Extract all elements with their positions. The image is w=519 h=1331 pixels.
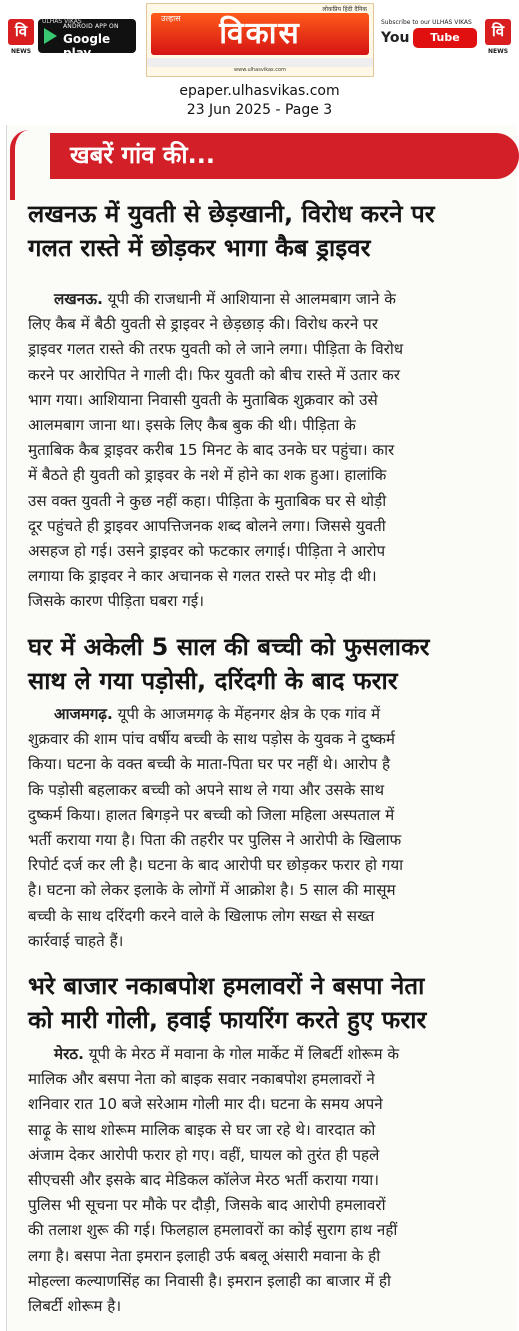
body-line: उस वक्त युवती ने कुछ नहीं कहा। पीड़िता के मुताबिक घर से थोड़ी: [28, 491, 387, 510]
right-news-logo[interactable]: [485, 19, 511, 55]
body-line: पुलिस भी सूचना पर मौके पर दौड़ी, जिसके बाद आरोपी हमलावरों: [28, 1196, 386, 1215]
headline-line: साथ ले गया पड़ोसी, दरिंदगी के बाद फरार: [28, 667, 398, 695]
article-1-dateline: लखनऊ.: [54, 290, 103, 308]
article-3-headline: [28, 969, 426, 1037]
body-line: ड्राइवर गलत रास्ते की तरफ युवती को ले जाने लगा। पीड़िता के विरोध: [28, 340, 404, 359]
masthead: [0, 0, 519, 80]
brand-name: विकास: [151, 13, 369, 55]
body-line: असहज हो गई। उसने ड्राइवर को फटकार लगाई। पीड़िता ने आरोप: [28, 542, 386, 561]
body-line: मालिक और बसपा नेता को बाइक सवार नकाबपोश हमलावरों ने: [28, 1070, 375, 1089]
body-line: मोहल्ला कल्याणसिंह का निवासी है। इमरान इलाही का बाजार में ही: [28, 1271, 391, 1290]
store-top-label: ULHAS VIKAS: [42, 18, 82, 25]
left-news-logo[interactable]: [8, 19, 34, 55]
body-line: भाग गया। आशियाना निवासी युवती के मुताबिक शुक्रवार को उसे: [28, 390, 378, 409]
body-line: कि पड़ोसी बहलाकर बच्ची को अपने साथ ले गया और उसके साथ: [28, 780, 385, 799]
body-line: यूपी के आजमगढ़ के मेंहनगर क्षेत्र के एक गांव में: [117, 705, 381, 723]
right-logo-sub: NEWS: [487, 48, 509, 55]
brand-website: www.ulhasvikas.com: [234, 67, 286, 73]
body-line: आलमबाग जाना था। इसके लिए कैब बुक की थी। पीड़िता के: [28, 416, 356, 435]
source-date-page: 23 Jun 2025 - Page 3: [186, 102, 333, 118]
store-big-label: Google play: [63, 32, 111, 60]
brand-contact-bar: [147, 58, 373, 67]
yt-channel-text: Tube Channel: [413, 28, 477, 48]
article-1-body: [28, 287, 512, 615]
body-line: शुक्रवार की शाम पांच वर्षीय बच्ची के साथ पड़ोस के युवक ने दुष्कर्म: [28, 730, 395, 749]
source-site[interactable]: epaper.ulhasvikas.com: [179, 83, 340, 99]
headline-line: घर में अकेली 5 साल की बच्ची को फुसलाकर: [28, 633, 430, 661]
body-line: लगाया कि ड्राइवर ने कार अचानक से गलत रास्ते पर मोड़ दी थी।: [28, 567, 377, 586]
body-line: साढ़ू के साथ शोरूम मालिक बाइक से घर जा रहे थे। वारदात को: [28, 1120, 376, 1139]
youtube-channel-badge[interactable]: [381, 19, 481, 64]
article-3-dateline: मेरठ.: [54, 1045, 84, 1063]
headline-line: भरे बाजार नकाबपोश हमलावरों ने बसपा नेता: [28, 972, 425, 1000]
body-line: यूपी की राजधानी में आशियाना से आलमबाग जाने के: [107, 290, 396, 308]
body-line: किया। घटना के वक्त बच्ची के माता-पिता घर पर नहीं थे। आरोप है: [28, 755, 391, 774]
article-1-headline: [28, 197, 435, 265]
store-small-label: ANDROID APP ON: [63, 23, 119, 30]
body-line: की तलाश शुरू की गई। फिलहाल हमलावरों का कोई सुराग हाथ नहीं: [28, 1221, 398, 1240]
left-logo-sub: NEWS: [10, 48, 32, 55]
body-line: करने पर आरोपित ने गाली दी। फिर युवती को बीच रास्ते में उतार कर: [28, 365, 401, 384]
right-logo-letter: वि: [491, 22, 505, 40]
headline-line: को मारी गोली, हवाई फायरिंग करते हुए फरार: [28, 1006, 427, 1034]
body-line: लिए कैब में बैठी युवती से ड्राइवर ने छेड़छाड़ की। विरोध करने पर: [28, 315, 378, 334]
body-line: अंजाम देकर आरोपी फरार हो गए। वहीं, घायल को तुरंत ही पहले: [28, 1145, 380, 1164]
body-line: सीएचसी और इसके बाद मेडिकल कॉलेज मेरठ भर्ती कराया गया।: [28, 1171, 379, 1190]
newspaper-logo[interactable]: [146, 3, 374, 77]
body-line: भर्ती कराया गया है। पिता की तहरीर पर पुलिस ने आरोपी के खिलाफ: [28, 831, 402, 850]
body-line: शनिवार रात 10 बजे सरेआम गोली मार दी। घटना के समय अपने: [28, 1095, 383, 1114]
body-line: कार्रवाई चाहते हैं।: [28, 931, 124, 950]
article-2-dateline: आजमगढ़.: [54, 705, 113, 723]
google-play-badge[interactable]: [38, 18, 136, 60]
body-line: मुताबिक कैब ड्राइवर करीब 15 मिनट के बाद उनके घर पहुंचा। कार: [28, 441, 395, 460]
body-line: लिबर्टी शोरूम है।: [28, 1297, 122, 1316]
body-line: बच्ची के साथ दरिंदगी करने वाले के खिलाफ लोग सख्त से सख्त: [28, 906, 375, 925]
article-3-body: [28, 1042, 512, 1319]
yt-you-text: You: [381, 30, 410, 46]
brand-tagline: लोकप्रिय हिंदी दैनिक: [322, 6, 367, 13]
body-line: दुष्कर्म किया। हालत बिगड़ने पर बच्ची को जिला महिला अस्पताल में: [28, 805, 395, 824]
body-line: लगा है। बसपा नेता इमरान इलाही उर्फ बबलू अंसारी मवाना के ही: [28, 1246, 381, 1265]
section-swoosh: [10, 130, 29, 200]
article-2-body: [28, 702, 512, 954]
left-logo-letter: वि: [14, 22, 28, 40]
headline-line: लखनऊ में युवती से छेड़खानी, विरोध करने पर: [28, 200, 435, 228]
play-store-icon: [44, 28, 57, 44]
body-line: यूपी के मेरठ में मवाना के गोल मार्केट में लिबर्टी शोरूम के: [88, 1045, 400, 1063]
body-line: जिसके कारण पीड़िता घबरा गई।: [28, 592, 205, 611]
headline-line: गलत रास्ते में छोड़कर भागा कैब ड्राइवर: [28, 234, 371, 262]
body-line: है। घटना को लेकर इलाके के लोगों में आक्रोश है। 5 साल की मासूम: [28, 881, 396, 900]
brand-prefix: उल्हास: [161, 14, 181, 23]
body-line: रिपोर्ट दर्ज कर ली है। घटना के बाद आरोपी घर छोड़कर फरार हो गया: [28, 856, 404, 875]
article-2-headline: [28, 630, 430, 698]
body-line: में बैठते ही युवती को ड्राइवर के नशे में होने का शक हुआ। हालांकि: [28, 466, 387, 485]
yt-subscribe-text: Subscribe to our ULHAS VIKAS: [381, 19, 472, 26]
section-title: खबरें गांव की...: [70, 141, 215, 169]
body-line: दूर पहुंचते ही ड्राइवर आपत्तिजनक शब्द बोलने लगा। जिससे युवती: [28, 516, 386, 535]
